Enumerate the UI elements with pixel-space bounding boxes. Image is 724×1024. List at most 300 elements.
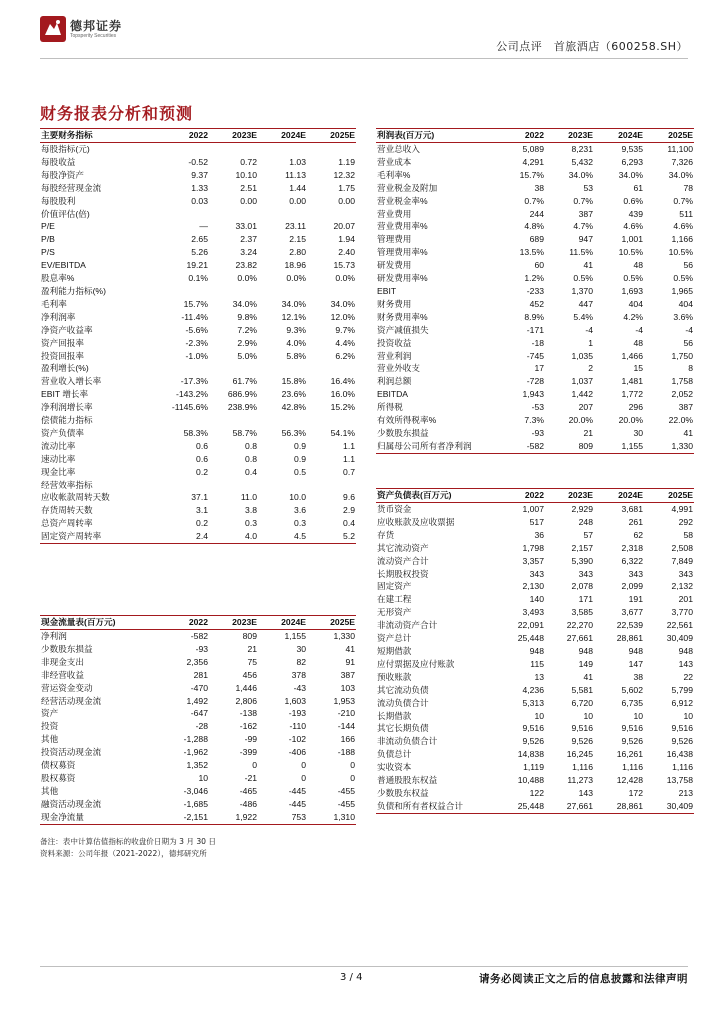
- cell-value: 27,661: [545, 800, 594, 813]
- cell-value: 6,912: [671, 697, 693, 708]
- cell-value: 404: [628, 298, 643, 309]
- table-row: [376, 748, 694, 761]
- cell-value: 753: [258, 811, 307, 824]
- table-row: [376, 220, 694, 233]
- cell-value: 9,516: [522, 723, 544, 734]
- table-row: [376, 503, 694, 516]
- cell-value: 1,492: [186, 695, 208, 706]
- cell-value: 34.0%: [330, 298, 355, 309]
- cell-value: 34.0%: [618, 169, 643, 180]
- cell-value: 9,526: [522, 736, 544, 747]
- row-label: P/B: [41, 234, 55, 245]
- cell-value: 147: [628, 658, 643, 669]
- cell-value: [209, 414, 258, 427]
- cell-value: 4.0%: [286, 337, 306, 348]
- cell-value: 10: [534, 710, 544, 721]
- cell-value: 2.37: [240, 234, 257, 245]
- table-row: [376, 632, 694, 645]
- cell-value: 61.7%: [232, 376, 257, 387]
- section-title: 财务报表分析和预测: [40, 104, 194, 123]
- table-row: [376, 722, 694, 735]
- cell-value: 387: [578, 208, 593, 219]
- year-header: 2024E: [258, 616, 307, 630]
- row-label: 非经营收益: [41, 669, 84, 680]
- table-row: [40, 324, 356, 337]
- cell-value: -465: [239, 785, 257, 796]
- cell-value: 9,535: [621, 144, 643, 154]
- cell-value: 0.3: [294, 518, 306, 529]
- cell-value: -143.2%: [175, 389, 208, 400]
- cell-value: 1,119: [523, 762, 544, 773]
- note-data-source: 资料来源：公司年报（2021-2022），德邦研究所: [40, 849, 207, 858]
- row-label: 其他: [41, 734, 59, 745]
- row-label: 应付票据及应付账款: [377, 658, 455, 669]
- cell-value: 42.8%: [281, 402, 306, 413]
- cell-value: 2.4: [160, 530, 209, 543]
- cell-value: 12,428: [616, 775, 643, 786]
- cell-value: 2.40: [338, 247, 355, 258]
- cell-value: 10,488: [517, 775, 544, 786]
- year-header: 2022: [496, 129, 545, 143]
- cell-value: 0.9: [294, 453, 306, 464]
- cell-value: 1.2%: [524, 273, 544, 284]
- cell-value: 2,130: [522, 581, 544, 592]
- cell-value: 2.9%: [237, 337, 257, 348]
- table-row: [376, 774, 694, 787]
- cell-value: 343: [578, 568, 593, 579]
- table-row: [376, 169, 694, 182]
- row-label: 实收资本: [377, 762, 412, 773]
- cell-value: 60: [534, 260, 544, 271]
- row-label: 利润总额: [377, 376, 412, 387]
- cell-value: -99: [244, 734, 257, 745]
- table-row: [376, 671, 694, 684]
- cell-value: 3.8: [245, 505, 257, 516]
- cell-value: 0.7%: [673, 195, 693, 206]
- cell-value: 7.3%: [524, 415, 544, 426]
- year-header: 2023E: [545, 489, 594, 503]
- row-label: 其他: [41, 785, 59, 796]
- year-header: 2023E: [209, 616, 258, 630]
- cell-value: 3.6: [294, 505, 306, 516]
- row-label: 营运资金变动: [41, 682, 93, 693]
- cell-value: 2,078: [571, 581, 593, 592]
- cell-value: 0.5%: [673, 273, 693, 284]
- cell-value: -144: [337, 721, 355, 732]
- table-row: [376, 324, 694, 337]
- cell-value: -470: [190, 682, 208, 693]
- cell-value: 0.7%: [573, 195, 593, 206]
- row-label: 股权募资: [41, 772, 76, 783]
- cell-value: 11.13: [285, 169, 306, 180]
- cell-value: -1145.6%: [171, 402, 208, 413]
- cell-value: 2: [588, 363, 593, 374]
- cell-value: 9,516: [571, 723, 593, 734]
- cell-value: 14,838: [517, 749, 544, 760]
- cell-value: [160, 143, 209, 156]
- cell-value: -406: [288, 747, 306, 758]
- cell-value: 9,526: [671, 736, 693, 747]
- cell-value: 22,270: [566, 620, 593, 631]
- cell-value: 689: [529, 234, 544, 245]
- cell-value: 1,603: [284, 695, 306, 706]
- table-row: [376, 645, 694, 658]
- cell-value: [307, 285, 356, 298]
- row-label: 债权募资: [41, 760, 76, 771]
- table-row: [376, 658, 694, 671]
- cell-value: 0.7%: [524, 195, 544, 206]
- year-header: 2025E: [307, 129, 356, 143]
- cell-value: [258, 479, 307, 492]
- cell-value: 1,758: [671, 376, 693, 387]
- row-label: 所得税: [377, 402, 403, 413]
- cell-value: 1,446: [235, 682, 257, 693]
- table-row: [376, 580, 694, 593]
- table-row: [376, 697, 694, 710]
- year-header: 2024E: [594, 489, 644, 503]
- cell-value: -110: [289, 721, 306, 732]
- cell-value: 2,132: [671, 581, 693, 592]
- cell-value: 6,322: [621, 555, 643, 566]
- cell-value: 166: [340, 734, 355, 745]
- table-row: [376, 337, 694, 350]
- year-header: 2024E: [258, 129, 307, 143]
- row-label: 每股净资产: [41, 169, 84, 180]
- main-indicators-table: [40, 128, 356, 544]
- row-label: 财务费用率%: [377, 311, 428, 322]
- row-label: 资产: [41, 708, 59, 719]
- cell-value: 16.0%: [330, 389, 355, 400]
- cell-value: 12.0%: [330, 311, 355, 322]
- page-number: 3 / 4: [340, 972, 363, 983]
- cell-value: 2,318: [621, 542, 643, 553]
- cell-value: 1,750: [671, 350, 693, 361]
- cell-value: -486: [239, 798, 257, 809]
- cell-value: 4,236: [522, 684, 544, 695]
- cell-value: [160, 414, 209, 427]
- cell-value: 16,261: [616, 749, 643, 760]
- cell-value: 1: [588, 337, 593, 348]
- cell-value: [160, 208, 209, 221]
- cell-value: -2,151: [160, 811, 209, 824]
- cell-value: 172: [628, 787, 643, 798]
- row-label: 存货: [377, 529, 395, 540]
- table-row: [40, 772, 356, 785]
- row-label: 应收帐款周转天数: [41, 492, 110, 503]
- cell-value: —: [199, 221, 208, 232]
- cell-value: 140: [529, 594, 544, 605]
- cell-value: -102: [288, 734, 306, 745]
- cell-value: 11.5%: [569, 247, 593, 258]
- row-label: 投资回报率: [41, 350, 84, 361]
- cell-value: 948: [678, 645, 693, 656]
- cell-value: -93: [195, 643, 208, 654]
- table-row: [40, 362, 356, 375]
- cell-value: 41: [583, 260, 593, 271]
- cell-value: 1,772: [621, 389, 643, 400]
- cell-value: [258, 143, 307, 156]
- cell-value: 9.8%: [237, 311, 257, 322]
- row-label: 少数股东权益: [377, 787, 429, 798]
- row-label: 归属母公司所有者净利润: [376, 440, 496, 453]
- cell-value: 33.01: [235, 221, 257, 232]
- cell-value: 5,089: [522, 144, 544, 154]
- cell-value: 54.1%: [330, 427, 355, 438]
- row-label: 每股指标(元): [41, 144, 90, 154]
- table-row: [376, 735, 694, 748]
- cell-value: 1,001: [621, 234, 643, 245]
- row-label: 营业收入增长率: [41, 376, 102, 387]
- cell-value: 19.21: [186, 260, 208, 271]
- cell-value: -445: [288, 798, 306, 809]
- cell-value: 0.0%: [286, 273, 306, 284]
- table-row: [40, 298, 356, 311]
- cell-value: 809: [242, 631, 257, 641]
- cell-value: 0.7: [343, 466, 355, 477]
- cell-value: 2,099: [621, 581, 643, 592]
- row-label: 盈利能力指标(%): [41, 285, 106, 296]
- row-label: 少数股东损益: [41, 643, 93, 654]
- cell-value: 15: [633, 363, 643, 374]
- cell-value: -138: [239, 708, 257, 719]
- cell-value: 28,861: [616, 633, 643, 644]
- table-row: [40, 707, 356, 720]
- row-label: 融资活动现金流: [41, 798, 102, 809]
- cell-value: 75: [247, 656, 257, 667]
- cell-value: -53: [531, 402, 544, 413]
- cell-value: -445: [288, 785, 306, 796]
- cell-value: 11,273: [567, 775, 593, 786]
- cell-value: -4: [635, 324, 643, 335]
- row-label: 每股收益: [41, 156, 76, 167]
- table-row: [40, 272, 356, 285]
- table-row: [376, 516, 694, 529]
- cell-value: 171: [578, 594, 593, 605]
- row-label: 偿债能力指标: [41, 415, 93, 426]
- cell-value: 281: [193, 669, 208, 680]
- row-label: 经营活动现金流: [41, 695, 102, 706]
- table-header-row: [40, 129, 356, 143]
- cell-value: 452: [529, 298, 544, 309]
- table-row: [40, 798, 356, 811]
- cell-value: -43: [293, 682, 306, 693]
- table-row: [40, 440, 356, 453]
- table-row: [40, 517, 356, 530]
- cell-value: 1,466: [621, 350, 643, 361]
- cell-value: 41: [345, 643, 355, 654]
- cell-value: 3,493: [522, 607, 544, 618]
- cell-value: 0: [252, 760, 257, 771]
- cell-value: 1,007: [522, 504, 544, 514]
- table-row: [376, 272, 694, 285]
- cell-value: 0.5%: [573, 273, 593, 284]
- row-label: 价值评估(倍): [41, 208, 90, 219]
- table-row: [376, 143, 694, 156]
- cell-value: -728: [526, 376, 544, 387]
- table-row: [40, 630, 356, 643]
- cell-value: -582: [190, 631, 208, 641]
- row-label: 非现金支出: [41, 656, 84, 667]
- table-row: [40, 479, 356, 492]
- cell-value: -210: [337, 708, 355, 719]
- table-row: [40, 337, 356, 350]
- cell-value: 53: [583, 182, 593, 193]
- cell-value: 9,516: [671, 723, 693, 734]
- table-header-row: [376, 129, 694, 143]
- table-row: [376, 298, 694, 311]
- row-label: 毛利率: [41, 298, 67, 309]
- cell-value: 1,943: [522, 389, 544, 400]
- cell-value: 56.3%: [281, 427, 306, 438]
- cell-value: 62: [633, 529, 643, 540]
- cell-value: [307, 479, 356, 492]
- cell-value: 511: [679, 208, 693, 219]
- cell-value: 15.2%: [330, 402, 355, 413]
- cell-value: 3.1: [196, 505, 208, 516]
- table-row: [40, 311, 356, 324]
- row-label: EBIT 增长率: [41, 389, 89, 400]
- cell-value: 1,116: [672, 762, 693, 773]
- cell-value: 0.3: [245, 518, 257, 529]
- cell-value: 1,352: [186, 760, 208, 771]
- table-row: [40, 285, 356, 298]
- cell-value: 948: [628, 645, 643, 656]
- cell-value: 343: [529, 568, 544, 579]
- row-label: 无形资产: [377, 607, 412, 618]
- cell-value: -5.6%: [185, 324, 208, 335]
- cell-value: 3,681: [621, 504, 643, 514]
- table-title: 利润表(百万元): [376, 129, 496, 143]
- cell-value: 149: [578, 658, 593, 669]
- cell-value: 13,758: [666, 775, 693, 786]
- cell-value: [160, 362, 209, 375]
- cell-value: 1,035: [571, 350, 593, 361]
- cell-value: 58: [683, 529, 693, 540]
- page-header: [40, 14, 688, 59]
- cell-value: 1,116: [572, 762, 593, 773]
- cell-value: -3,046: [183, 785, 208, 796]
- brand-name-en: Topsperity Securities: [70, 33, 117, 39]
- note-valuation-date: 备注：表中计算估值指标的收盘价日期为 3 月 30 日: [40, 837, 217, 846]
- cell-value: [160, 479, 209, 492]
- table-row: [376, 375, 694, 388]
- cell-value: 12.32: [333, 169, 355, 180]
- table-row: [40, 182, 356, 195]
- cell-value: 8: [688, 363, 693, 374]
- row-label: 每股股利: [41, 195, 76, 206]
- cell-value: 18.96: [284, 260, 306, 271]
- cell-value: 10.10: [235, 169, 257, 180]
- cell-value: 0: [350, 760, 355, 771]
- cell-value: 10.0: [289, 492, 306, 503]
- cell-value: 0.0%: [237, 273, 257, 284]
- table-row: [376, 401, 694, 414]
- row-label: 营业费用: [377, 208, 412, 219]
- cell-value: 61: [633, 182, 643, 193]
- cell-value: 5,581: [571, 684, 593, 695]
- cell-value: 1,155: [284, 631, 306, 641]
- cell-value: 3,357: [522, 555, 544, 566]
- year-header: 2023E: [209, 129, 258, 143]
- cell-value: 517: [529, 516, 544, 527]
- row-label: 资产总计: [377, 633, 412, 644]
- year-header: 2025E: [644, 489, 694, 503]
- cell-value: 948: [529, 645, 544, 656]
- cell-value: 1.75: [338, 182, 355, 193]
- cell-value: 30: [296, 643, 306, 654]
- table-row: [376, 388, 694, 401]
- cell-value: 4.6%: [623, 221, 643, 232]
- table-row: [376, 156, 694, 169]
- cell-value: 22,539: [616, 620, 643, 631]
- cell-value: 3,770: [671, 607, 693, 618]
- cell-value: 2,157: [571, 542, 593, 553]
- table-row: [40, 195, 356, 208]
- table-row: [40, 156, 356, 169]
- cell-value: 13.5%: [519, 247, 544, 258]
- cell-value: -4: [685, 324, 693, 335]
- cell-value: 1.44: [289, 182, 306, 193]
- cell-value: 292: [678, 516, 693, 527]
- table-row: [376, 710, 694, 723]
- cell-value: 1,330: [644, 440, 694, 453]
- row-label: 货币资金: [377, 504, 412, 514]
- row-label: 经营效率指标: [41, 479, 93, 490]
- cell-value: [307, 208, 356, 221]
- year-header: 2025E: [307, 616, 356, 630]
- cell-value: 9.7%: [335, 324, 355, 335]
- cell-value: 1,116: [622, 762, 643, 773]
- cell-value: 447: [578, 298, 593, 309]
- cell-value: 261: [628, 516, 643, 527]
- row-label: 固定资产: [377, 581, 412, 592]
- cell-value: -28: [195, 721, 208, 732]
- cell-value: 0.8: [245, 453, 257, 464]
- cell-value: 36: [534, 529, 544, 540]
- table-row: [376, 208, 694, 221]
- cell-value: 378: [291, 669, 306, 680]
- cell-value: 0.4: [245, 466, 257, 477]
- cell-value: 34.0%: [281, 298, 306, 309]
- cell-value: 91: [345, 656, 355, 667]
- balance-sheet-table: [376, 488, 694, 814]
- cell-value: 296: [628, 402, 643, 413]
- row-label: 资产负债率: [41, 427, 84, 438]
- cell-value: 1,330: [333, 631, 355, 641]
- cell-value: [209, 362, 258, 375]
- table-row: [376, 761, 694, 774]
- cell-value: 27,661: [566, 633, 593, 644]
- cell-value: 7.2%: [237, 324, 257, 335]
- cell-value: 16,438: [666, 749, 693, 760]
- cell-value: 1,481: [621, 376, 643, 387]
- row-label: 盈利增长(%): [41, 363, 89, 374]
- cell-value: 1.94: [338, 234, 355, 245]
- cell-value: -4: [585, 324, 593, 335]
- cell-value: [160, 285, 209, 298]
- cell-value: 7,326: [671, 156, 693, 167]
- cell-value: 20.0%: [618, 415, 643, 426]
- year-header: 2022: [160, 616, 209, 630]
- row-label: 股息率%: [41, 273, 75, 284]
- cell-value: [258, 285, 307, 298]
- cell-value: 17: [534, 363, 544, 374]
- cell-value: 6.2%: [335, 350, 355, 361]
- cell-value: 11.0: [240, 492, 257, 503]
- cell-value: -455: [337, 798, 355, 809]
- row-label: 资产减值损失: [377, 324, 429, 335]
- cell-value: 34.0%: [232, 298, 257, 309]
